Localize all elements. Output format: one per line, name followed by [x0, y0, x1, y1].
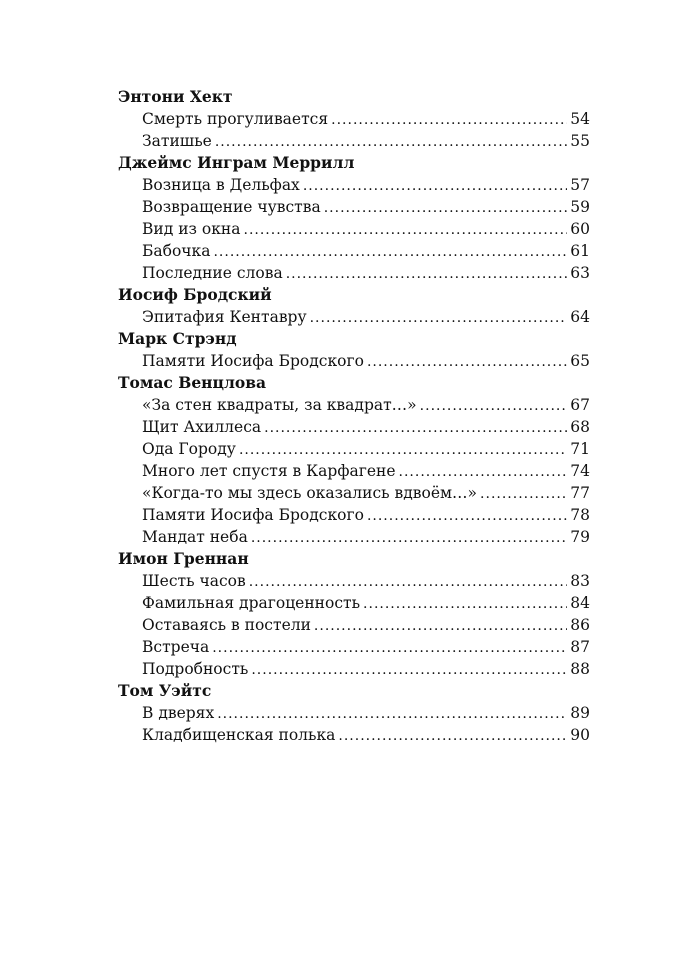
dot-leader: [239, 439, 567, 461]
toc-entry-page-number: 54: [570, 110, 590, 128]
toc-entry: [142, 262, 590, 284]
toc-entry: [142, 416, 590, 438]
toc-entry: [142, 460, 590, 482]
toc-author-heading: Имон Греннан: [118, 549, 249, 568]
dot-leader: [244, 219, 568, 241]
toc-entry: [142, 108, 590, 130]
toc-entry: [142, 504, 590, 526]
toc-entry-page-number: 60: [570, 220, 590, 238]
toc-entry-title: Возвращение чувства: [142, 198, 321, 216]
dot-leader: [480, 483, 567, 505]
table-of-contents: [118, 86, 590, 746]
toc-entry-title: «За стен квадраты, за квадрат…»: [142, 396, 417, 414]
toc-entry-title: Много лет спустя в Карфагене: [142, 462, 396, 480]
toc-entry: [142, 526, 590, 548]
toc-entry: [142, 438, 590, 460]
toc-entry-title: «Когда-то мы здесь оказались вдвоём…»: [142, 484, 478, 502]
toc-entry-title: Памяти Иосифа Бродского: [142, 352, 364, 370]
dot-leader: [399, 461, 567, 483]
toc-author-heading: Марк Стрэнд: [118, 329, 237, 348]
dot-leader: [331, 109, 567, 131]
toc-entry-page-number: 67: [570, 396, 590, 414]
dot-leader: [251, 659, 567, 681]
toc-entry-title: Смерть прогуливается: [142, 110, 329, 128]
toc-entry-title: Эпитафия Кентавру: [142, 308, 307, 326]
toc-entry-page-number: 68: [570, 418, 590, 436]
toc-entry-page-number: 77: [570, 484, 590, 502]
dot-leader: [367, 505, 567, 527]
toc-entry-title: Вид из окна: [142, 220, 241, 238]
toc-entry: [142, 218, 590, 240]
toc-entry: [142, 174, 590, 196]
toc-entry-page-number: 86: [570, 616, 590, 634]
toc-entry: [142, 482, 590, 504]
toc-entry-title: Фамильная драгоценность: [142, 594, 361, 612]
dot-leader: [249, 571, 567, 593]
toc-entry: [142, 724, 590, 746]
dot-leader: [338, 725, 567, 747]
toc-entry: [142, 240, 590, 262]
toc-entry: [142, 196, 590, 218]
toc-entry-title: Подробность: [142, 660, 249, 678]
toc-entry: [142, 130, 590, 152]
dot-leader: [303, 175, 567, 197]
toc-entry-title: Затишье: [142, 132, 212, 150]
toc-entry-page-number: 88: [570, 660, 590, 678]
toc-author-heading: Иосиф Бродский: [118, 285, 272, 304]
toc-entry-title: Последние слова: [142, 264, 283, 282]
dot-leader: [264, 417, 567, 439]
dot-leader: [324, 197, 567, 219]
toc-entry-title: Ода Городу: [142, 440, 236, 458]
toc-entry-page-number: 89: [570, 704, 590, 722]
toc-entry-page-number: 65: [570, 352, 590, 370]
toc-entry-title: Мандат неба: [142, 528, 248, 546]
toc-entry-page-number: 55: [570, 132, 590, 150]
toc-author-heading: Томас Венцлова: [118, 373, 267, 392]
dot-leader: [310, 307, 567, 329]
toc-entry-page-number: 79: [570, 528, 590, 546]
toc-entry-title: Щит Ахиллеса: [142, 418, 262, 436]
toc-entry-title: Бабочка: [142, 242, 211, 260]
toc-entry-page-number: 90: [570, 726, 590, 744]
toc-entry-page-number: 74: [570, 462, 590, 480]
toc-entry-title: Возница в Дельфах: [142, 176, 300, 194]
dot-leader: [215, 131, 567, 153]
toc-entry-page-number: 64: [570, 308, 590, 326]
dot-leader: [420, 395, 567, 417]
toc-entry-title: Памяти Иосифа Бродского: [142, 506, 364, 524]
toc-entry: [142, 702, 590, 724]
toc-entry-page-number: 63: [570, 264, 590, 282]
dot-leader: [213, 241, 567, 263]
toc-entry-title: Кладбищенская полька: [142, 726, 336, 744]
dot-leader: [363, 593, 567, 615]
toc-entry-page-number: 71: [570, 440, 590, 458]
toc-entry: [142, 658, 590, 680]
dot-leader: [367, 351, 567, 373]
dot-leader: [217, 703, 567, 725]
dot-leader: [286, 263, 567, 285]
toc-entry: [142, 570, 590, 592]
toc-entry-title: В дверях: [142, 704, 215, 722]
toc-entry: [142, 592, 590, 614]
dot-leader: [212, 637, 567, 659]
toc-entry-page-number: 78: [570, 506, 590, 524]
toc-entry: [142, 614, 590, 636]
toc-entry: [142, 350, 590, 372]
toc-entry: [142, 394, 590, 416]
toc-entry-title: Оставаясь в постели: [142, 616, 311, 634]
toc-entry: [142, 306, 590, 328]
toc-entry-title: Встреча: [142, 638, 210, 656]
toc-entry-page-number: 61: [570, 242, 590, 260]
dot-leader: [314, 615, 567, 637]
toc-entry-page-number: 87: [570, 638, 590, 656]
toc-entry-title: Шесть часов: [142, 572, 246, 590]
toc-entry-page-number: 83: [570, 572, 590, 590]
toc-entry-page-number: 57: [570, 176, 590, 194]
toc-author-heading: Том Уэйтс: [118, 681, 212, 700]
toc-entry: [142, 636, 590, 658]
toc-author-heading: Джеймс Инграм Меррилл: [118, 153, 355, 172]
toc-entry-page-number: 59: [570, 198, 590, 216]
dot-leader: [251, 527, 567, 549]
toc-author-heading: Энтони Хект: [118, 87, 233, 106]
toc-entry-page-number: 84: [570, 594, 590, 612]
